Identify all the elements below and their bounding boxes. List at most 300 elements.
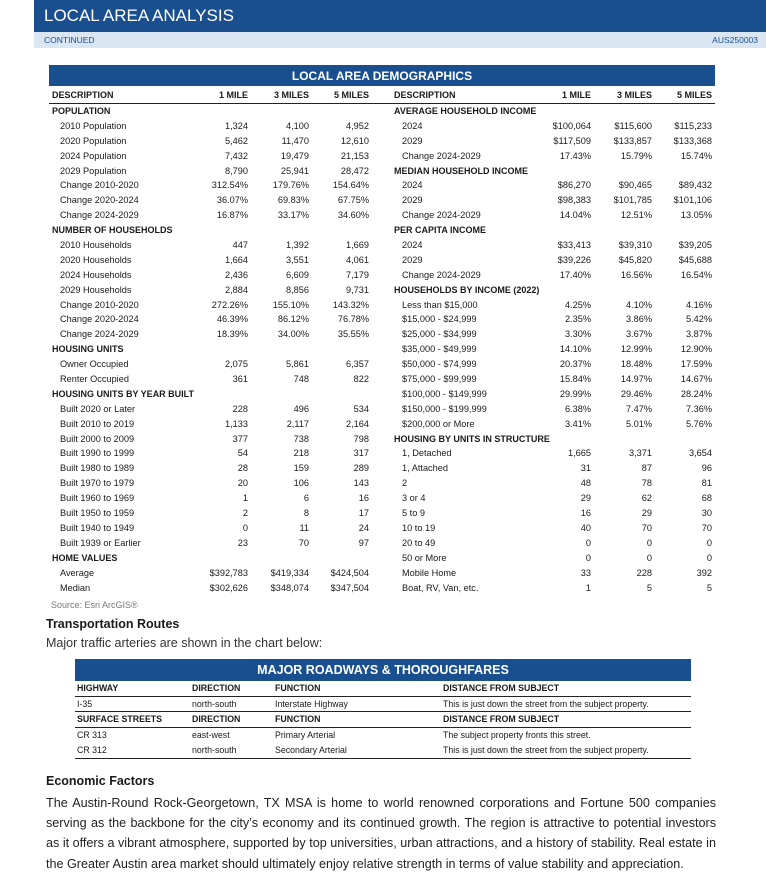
row-value: 822 bbox=[353, 374, 369, 385]
roadways-cell: Interstate Highway bbox=[275, 698, 348, 709]
row-value: 2,164 bbox=[346, 418, 369, 429]
row-value: 70 bbox=[641, 522, 652, 533]
col-description-left: DESCRIPTION bbox=[52, 90, 114, 100]
row-value: 29 bbox=[641, 508, 652, 519]
row-value: 8,856 bbox=[286, 284, 309, 295]
row-value: 17.40% bbox=[559, 269, 591, 280]
row-value: 67.75% bbox=[337, 195, 369, 206]
row-value: 7.36% bbox=[685, 403, 712, 414]
row-value: 28 bbox=[237, 463, 248, 474]
row-label: 2029 Households bbox=[60, 284, 132, 295]
demographics-row bbox=[49, 283, 715, 298]
row-value: $39,205 bbox=[678, 240, 712, 251]
demographics-row bbox=[49, 402, 715, 417]
row-label: Boat, RV, Van, etc. bbox=[402, 582, 479, 593]
row-label: 2020 Population bbox=[60, 135, 127, 146]
section-heading: NUMBER OF HOUSEHOLDS bbox=[52, 225, 173, 236]
row-value: 798 bbox=[353, 433, 369, 444]
row-label: 2024 bbox=[402, 240, 423, 251]
row-value: 1,665 bbox=[568, 448, 591, 459]
row-value: 534 bbox=[353, 403, 369, 414]
row-value: 154.64% bbox=[332, 180, 369, 191]
row-value: 12.51% bbox=[620, 210, 652, 221]
row-value: $115,600 bbox=[614, 120, 652, 131]
roadways-cell: I-35 bbox=[77, 698, 93, 709]
row-value: $348,074 bbox=[270, 582, 309, 593]
row-label: Built 1990 to 1999 bbox=[60, 448, 135, 459]
row-value: 96 bbox=[701, 463, 712, 474]
roadways-cell: This is just down the street from the subject property. bbox=[443, 745, 649, 755]
row-value: $392,783 bbox=[209, 567, 248, 578]
row-label: $75,000 - $99,999 bbox=[402, 374, 477, 385]
row-value: 447 bbox=[232, 240, 248, 251]
row-value: 3.87% bbox=[685, 329, 712, 340]
row-label: 2029 bbox=[402, 135, 423, 146]
row-value: 5.76% bbox=[685, 418, 712, 429]
row-value: 312.54% bbox=[211, 180, 248, 191]
row-value: $419,334 bbox=[270, 567, 309, 578]
row-value: 14.67% bbox=[680, 374, 712, 385]
row-value: 23 bbox=[237, 537, 248, 548]
demographics-row bbox=[49, 149, 715, 164]
row-value: 4.16% bbox=[685, 299, 712, 310]
row-label: 2024 bbox=[402, 180, 423, 191]
row-value: 228 bbox=[636, 567, 652, 578]
row-value: 1,664 bbox=[225, 254, 248, 265]
row-value: 17 bbox=[358, 508, 369, 519]
row-label: 2010 Population bbox=[60, 120, 127, 131]
row-value: 18.48% bbox=[620, 359, 652, 370]
row-value: $98,383 bbox=[557, 195, 591, 206]
row-value: 0 bbox=[706, 552, 712, 563]
row-value: 87 bbox=[641, 463, 652, 474]
row-label: Built 2010 to 2019 bbox=[60, 418, 135, 429]
row-value: 28,472 bbox=[340, 165, 369, 176]
row-label: Less than $15,000 bbox=[402, 299, 478, 310]
row-value: 30 bbox=[701, 508, 712, 519]
row-value: 70 bbox=[298, 537, 309, 548]
roadways-cell: Primary Arterial bbox=[275, 729, 336, 740]
row-value: 5,861 bbox=[286, 359, 309, 370]
row-label: Built 2020 or Later bbox=[60, 403, 136, 414]
row-value: 11 bbox=[299, 522, 309, 533]
row-value: 70 bbox=[701, 522, 712, 533]
row-value: $39,310 bbox=[618, 240, 652, 251]
demographics-row bbox=[49, 521, 715, 536]
row-value: $86,270 bbox=[557, 180, 591, 191]
row-label: $15,000 - $24,999 bbox=[402, 314, 477, 325]
row-value: 69.83% bbox=[277, 195, 309, 206]
roadways-cell: FUNCTION bbox=[275, 714, 321, 724]
roadways-rows bbox=[75, 681, 691, 759]
roadways-cell: DIRECTION bbox=[192, 683, 241, 693]
row-value: 4.25% bbox=[564, 299, 591, 310]
row-label: 2010 Households bbox=[60, 240, 132, 251]
col-5-miles-left: 5 MILES bbox=[333, 90, 369, 100]
page-title: LOCAL AREA ANALYSIS bbox=[44, 6, 234, 25]
row-label: Mobile Home bbox=[402, 567, 457, 578]
row-value: 6.38% bbox=[564, 403, 591, 414]
row-value: 8 bbox=[303, 508, 309, 519]
row-value: 33 bbox=[580, 567, 591, 578]
demographics-row bbox=[49, 312, 715, 327]
row-value: $100,064 bbox=[552, 120, 591, 131]
row-value: 289 bbox=[353, 463, 369, 474]
row-value: 16.87% bbox=[216, 210, 248, 221]
demographics-title: LOCAL AREA DEMOGRAPHICS bbox=[49, 65, 715, 86]
row-value: 35.55% bbox=[337, 329, 369, 340]
row-label: Built 2000 to 2009 bbox=[60, 433, 135, 444]
section-heading: HOUSEHOLDS BY INCOME (2022) bbox=[394, 284, 540, 295]
row-label: Change 2010-2020 bbox=[60, 180, 139, 191]
row-value: 15.74% bbox=[680, 150, 712, 161]
roadways-cell: CR 313 bbox=[77, 729, 107, 740]
row-label: Change 2024-2029 bbox=[402, 269, 481, 280]
roadways-cell: SURFACE STREETS bbox=[77, 714, 163, 724]
continued-label: CONTINUED bbox=[44, 35, 95, 45]
roadways-header-row bbox=[75, 681, 691, 697]
demographics-row bbox=[49, 387, 715, 402]
row-label: 2029 bbox=[402, 195, 423, 206]
row-label: Median bbox=[60, 582, 91, 593]
col-1-mile-left: 1 MILE bbox=[218, 90, 248, 100]
row-label: 2029 Population bbox=[60, 165, 127, 176]
demographics-row bbox=[49, 372, 715, 387]
row-value: 2 bbox=[242, 508, 248, 519]
sub-header bbox=[34, 32, 766, 48]
demographics-row bbox=[49, 432, 715, 447]
row-value: $45,688 bbox=[678, 254, 712, 265]
row-value: 392 bbox=[696, 567, 712, 578]
row-value: 62 bbox=[641, 493, 652, 504]
row-label: 1, Attached bbox=[402, 463, 448, 474]
row-value: 15.84% bbox=[559, 374, 591, 385]
row-value: 14.97% bbox=[620, 374, 652, 385]
row-label: Built 1960 to 1969 bbox=[60, 493, 135, 504]
demographics-row bbox=[49, 417, 715, 432]
row-value: 1,133 bbox=[225, 418, 248, 429]
section-heading: HOUSING UNITS BY YEAR BUILT bbox=[52, 388, 195, 399]
col-1-mile-right: 1 MILE bbox=[561, 90, 591, 100]
row-value: 5,462 bbox=[225, 135, 248, 146]
section-heading: HOME VALUES bbox=[52, 552, 118, 563]
row-label: 1, Detached bbox=[402, 448, 452, 459]
row-value: 15.79% bbox=[620, 150, 652, 161]
row-label: 3 or 4 bbox=[402, 493, 426, 504]
row-value: 14.04% bbox=[559, 210, 591, 221]
demographics-row bbox=[49, 223, 715, 238]
row-value: 17.59% bbox=[680, 359, 712, 370]
roadways-cell: Secondary Arterial bbox=[275, 745, 347, 755]
page-header bbox=[34, 0, 766, 32]
roadways-header-row bbox=[75, 712, 691, 728]
row-value: $39,226 bbox=[557, 254, 591, 265]
row-value: 106 bbox=[293, 478, 309, 489]
row-value: 3.86% bbox=[625, 314, 652, 325]
row-value: $424,504 bbox=[330, 567, 369, 578]
row-value: $302,626 bbox=[209, 582, 248, 593]
row-value: 14.10% bbox=[559, 344, 591, 355]
row-value: 7,179 bbox=[346, 269, 369, 280]
section-heading: PER CAPITA INCOME bbox=[394, 225, 487, 236]
row-value: 2,884 bbox=[225, 284, 248, 295]
roadways-cell: The subject property fronts this street. bbox=[443, 729, 591, 740]
row-value: 2,436 bbox=[225, 269, 248, 280]
section-heading: MEDIAN HOUSEHOLD INCOME bbox=[394, 165, 529, 176]
row-value: 20 bbox=[237, 478, 248, 489]
row-label: Change 2024-2029 bbox=[402, 150, 481, 161]
row-value: 143 bbox=[353, 478, 369, 489]
row-value: 76.78% bbox=[337, 314, 369, 325]
row-label: $100,000 - $149,999 bbox=[402, 388, 487, 399]
demographics-row bbox=[49, 178, 715, 193]
row-value: 31 bbox=[580, 463, 591, 474]
demographics-row bbox=[49, 461, 715, 476]
row-label: Built 1980 to 1989 bbox=[60, 463, 135, 474]
row-value: $133,368 bbox=[673, 135, 712, 146]
row-value: 46.39% bbox=[216, 314, 248, 325]
roadways-cell: north-south bbox=[192, 745, 237, 755]
row-value: 6,609 bbox=[286, 269, 309, 280]
demographics-row bbox=[49, 566, 715, 581]
row-value: 24 bbox=[358, 522, 369, 533]
row-label: $50,000 - $74,999 bbox=[402, 359, 477, 370]
transportation-title: Transportation Routes bbox=[46, 617, 180, 631]
demographics-row bbox=[49, 446, 715, 461]
row-value: 5.01% bbox=[625, 418, 652, 429]
row-value: 748 bbox=[293, 374, 309, 385]
row-value: 2,075 bbox=[225, 359, 248, 370]
row-value: 3.67% bbox=[625, 329, 652, 340]
roadways-cell: FUNCTION bbox=[275, 683, 321, 693]
row-value: 2.35% bbox=[564, 314, 591, 325]
demographics-row bbox=[49, 238, 715, 253]
row-value: 29 bbox=[580, 493, 591, 504]
section-heading: AVERAGE HOUSEHOLD INCOME bbox=[394, 106, 537, 116]
row-value: 6,357 bbox=[346, 359, 369, 370]
row-value: $117,509 bbox=[553, 135, 591, 146]
row-value: 0 bbox=[646, 537, 652, 548]
row-value: 11,470 bbox=[281, 135, 309, 146]
transportation-intro: Major traffic arteries are shown in the chart below: bbox=[46, 636, 323, 650]
row-value: 0 bbox=[585, 537, 591, 548]
row-label: 10 to 19 bbox=[402, 522, 436, 533]
row-value: 16 bbox=[358, 493, 369, 504]
row-label: Change 2024-2029 bbox=[60, 329, 139, 340]
row-value: $133,857 bbox=[613, 135, 652, 146]
row-value: 0 bbox=[646, 552, 652, 563]
row-value: 28.24% bbox=[680, 388, 712, 399]
row-value: 0 bbox=[585, 552, 591, 563]
roadways-table bbox=[75, 659, 691, 759]
row-value: 25,941 bbox=[280, 165, 309, 176]
row-value: 19,479 bbox=[280, 150, 309, 161]
roadways-cell: north-south bbox=[192, 698, 237, 709]
row-value: $33,413 bbox=[557, 240, 591, 251]
row-value: 738 bbox=[293, 433, 309, 444]
row-value: 16.56% bbox=[620, 269, 652, 280]
demographics-row bbox=[49, 253, 715, 268]
row-value: 17.43% bbox=[559, 150, 591, 161]
roadways-row bbox=[75, 728, 691, 744]
row-value: 12.99% bbox=[620, 344, 652, 355]
row-value: 496 bbox=[293, 403, 309, 414]
row-label: Change 2010-2020 bbox=[60, 299, 139, 310]
row-value: 377 bbox=[232, 433, 248, 444]
row-label: Change 2020-2024 bbox=[60, 314, 139, 325]
row-value: $90,465 bbox=[618, 180, 652, 191]
row-value: 7,432 bbox=[225, 150, 248, 161]
row-value: 4.10% bbox=[625, 299, 652, 310]
row-value: 81 bbox=[701, 478, 712, 489]
row-value: 54 bbox=[237, 448, 248, 459]
report-code: AUS250003 bbox=[712, 35, 758, 45]
roadways-cell: DISTANCE FROM SUBJECT bbox=[443, 714, 560, 724]
demographics-row bbox=[49, 476, 715, 491]
economic-title: Economic Factors bbox=[46, 774, 155, 788]
row-value: 78 bbox=[641, 478, 652, 489]
row-value: 179.76% bbox=[272, 180, 309, 191]
row-value: 155.10% bbox=[272, 299, 309, 310]
row-label: Change 2024-2029 bbox=[60, 210, 139, 221]
row-value: 86.12% bbox=[277, 314, 309, 325]
roadways-title: MAJOR ROADWAYS & THOROUGHFARES bbox=[75, 659, 691, 681]
row-value: 29.99% bbox=[559, 388, 591, 399]
row-label: Change 2024-2029 bbox=[402, 210, 481, 221]
row-value: 143.32% bbox=[332, 299, 369, 310]
demographics-table bbox=[49, 65, 715, 595]
col-3-miles-right: 3 MILES bbox=[616, 90, 652, 100]
row-value: 1 bbox=[585, 582, 591, 593]
demographics-row bbox=[49, 164, 715, 179]
row-value: 1,324 bbox=[225, 120, 248, 131]
row-value: 218 bbox=[293, 448, 309, 459]
row-value: 3.41% bbox=[564, 418, 591, 429]
row-value: 29.46% bbox=[620, 388, 652, 399]
col-5-miles-right: 5 MILES bbox=[676, 90, 712, 100]
row-value: 6 bbox=[303, 493, 309, 504]
row-label: 5 to 9 bbox=[402, 508, 425, 519]
demographics-row bbox=[49, 357, 715, 372]
row-value: 68 bbox=[701, 493, 712, 504]
row-value: 361 bbox=[232, 374, 248, 385]
row-value: 5.42% bbox=[685, 314, 712, 325]
demographics-rows bbox=[49, 104, 715, 595]
row-label: Built 1950 to 1959 bbox=[60, 508, 135, 519]
row-label: Built 1939 or Earlier bbox=[60, 537, 141, 548]
roadways-row bbox=[75, 697, 691, 713]
row-value: 5 bbox=[706, 582, 712, 593]
roadways-cell: DIRECTION bbox=[192, 714, 241, 724]
row-label: $200,000 or More bbox=[402, 418, 475, 429]
row-value: 36.07% bbox=[216, 195, 248, 206]
row-value: 33.17% bbox=[277, 210, 309, 221]
row-value: $101,785 bbox=[613, 195, 652, 206]
row-value: 2,117 bbox=[286, 418, 309, 429]
col-3-miles-left: 3 MILES bbox=[273, 90, 309, 100]
row-label: Renter Occupied bbox=[60, 374, 129, 385]
section-heading: HOUSING BY UNITS IN STRUCTURE bbox=[394, 433, 550, 444]
demographics-row bbox=[49, 208, 715, 223]
row-value: 13.05% bbox=[680, 210, 712, 221]
row-value: 3,551 bbox=[286, 254, 309, 265]
row-value: $89,432 bbox=[678, 180, 712, 191]
row-value: 5 bbox=[646, 582, 652, 593]
demographics-row bbox=[49, 491, 715, 506]
row-label: $150,000 - $199,999 bbox=[402, 403, 487, 414]
demographics-row bbox=[49, 193, 715, 208]
row-label: 50 or More bbox=[402, 552, 447, 563]
demographics-row bbox=[49, 581, 715, 596]
demographics-row bbox=[49, 268, 715, 283]
row-value: 1,669 bbox=[346, 240, 369, 251]
row-label: $35,000 - $49,999 bbox=[402, 344, 477, 355]
row-value: 4,061 bbox=[346, 254, 369, 265]
row-value: 21,153 bbox=[340, 150, 369, 161]
roadways-cell: This is just down the street from the subject property. bbox=[443, 698, 649, 709]
row-value: 34.60% bbox=[337, 210, 369, 221]
row-label: 2024 bbox=[402, 120, 423, 131]
row-label: Change 2020-2024 bbox=[60, 195, 139, 206]
row-value: 4,952 bbox=[346, 120, 369, 131]
roadways-cell: CR 312 bbox=[77, 745, 107, 755]
row-value: $101,106 bbox=[673, 195, 712, 206]
row-value: 7.47% bbox=[625, 403, 652, 414]
row-value: 3,371 bbox=[629, 448, 652, 459]
row-value: 159 bbox=[293, 463, 309, 474]
row-label: 20 to 49 bbox=[402, 537, 436, 548]
row-label: Built 1940 to 1949 bbox=[60, 522, 135, 533]
row-value: 1 bbox=[242, 493, 248, 504]
row-label: $25,000 - $34,999 bbox=[402, 329, 477, 340]
demographics-row bbox=[49, 104, 715, 119]
row-label: 2024 Population bbox=[60, 150, 127, 161]
demographics-row bbox=[49, 551, 715, 566]
row-label: 2024 Households bbox=[60, 269, 132, 280]
demographics-row bbox=[49, 342, 715, 357]
demographics-row bbox=[49, 298, 715, 313]
demographics-row bbox=[49, 134, 715, 149]
roadways-cell: HIGHWAY bbox=[77, 683, 119, 693]
row-value: 40 bbox=[580, 522, 591, 533]
roadways-cell: DISTANCE FROM SUBJECT bbox=[443, 683, 560, 693]
demographics-row bbox=[49, 536, 715, 551]
row-value: 3.30% bbox=[564, 329, 591, 340]
row-value: 16.54% bbox=[680, 269, 712, 280]
row-value: 12,610 bbox=[340, 135, 369, 146]
row-value: 0 bbox=[242, 522, 248, 533]
row-value: 272.26% bbox=[211, 299, 248, 310]
col-description-right: DESCRIPTION bbox=[394, 90, 456, 100]
row-value: 16 bbox=[580, 508, 591, 519]
row-value: $45,820 bbox=[618, 254, 652, 265]
row-value: 0 bbox=[706, 537, 712, 548]
row-label: 2 bbox=[402, 478, 408, 489]
row-value: 48 bbox=[580, 478, 591, 489]
row-label: Average bbox=[60, 567, 95, 578]
row-label: Built 1970 to 1979 bbox=[60, 478, 135, 489]
row-label: 2029 bbox=[402, 254, 423, 265]
source-note: Source: Esri ArcGIS® bbox=[51, 600, 138, 610]
row-label: 2020 Households bbox=[60, 254, 132, 265]
row-value: 3,654 bbox=[689, 448, 712, 459]
row-value: $347,504 bbox=[330, 582, 369, 593]
row-value: 18.39% bbox=[216, 329, 248, 340]
row-value: 97 bbox=[358, 537, 369, 548]
demographics-row bbox=[49, 506, 715, 521]
row-value: 8,790 bbox=[225, 165, 248, 176]
row-value: 4,100 bbox=[286, 120, 309, 131]
